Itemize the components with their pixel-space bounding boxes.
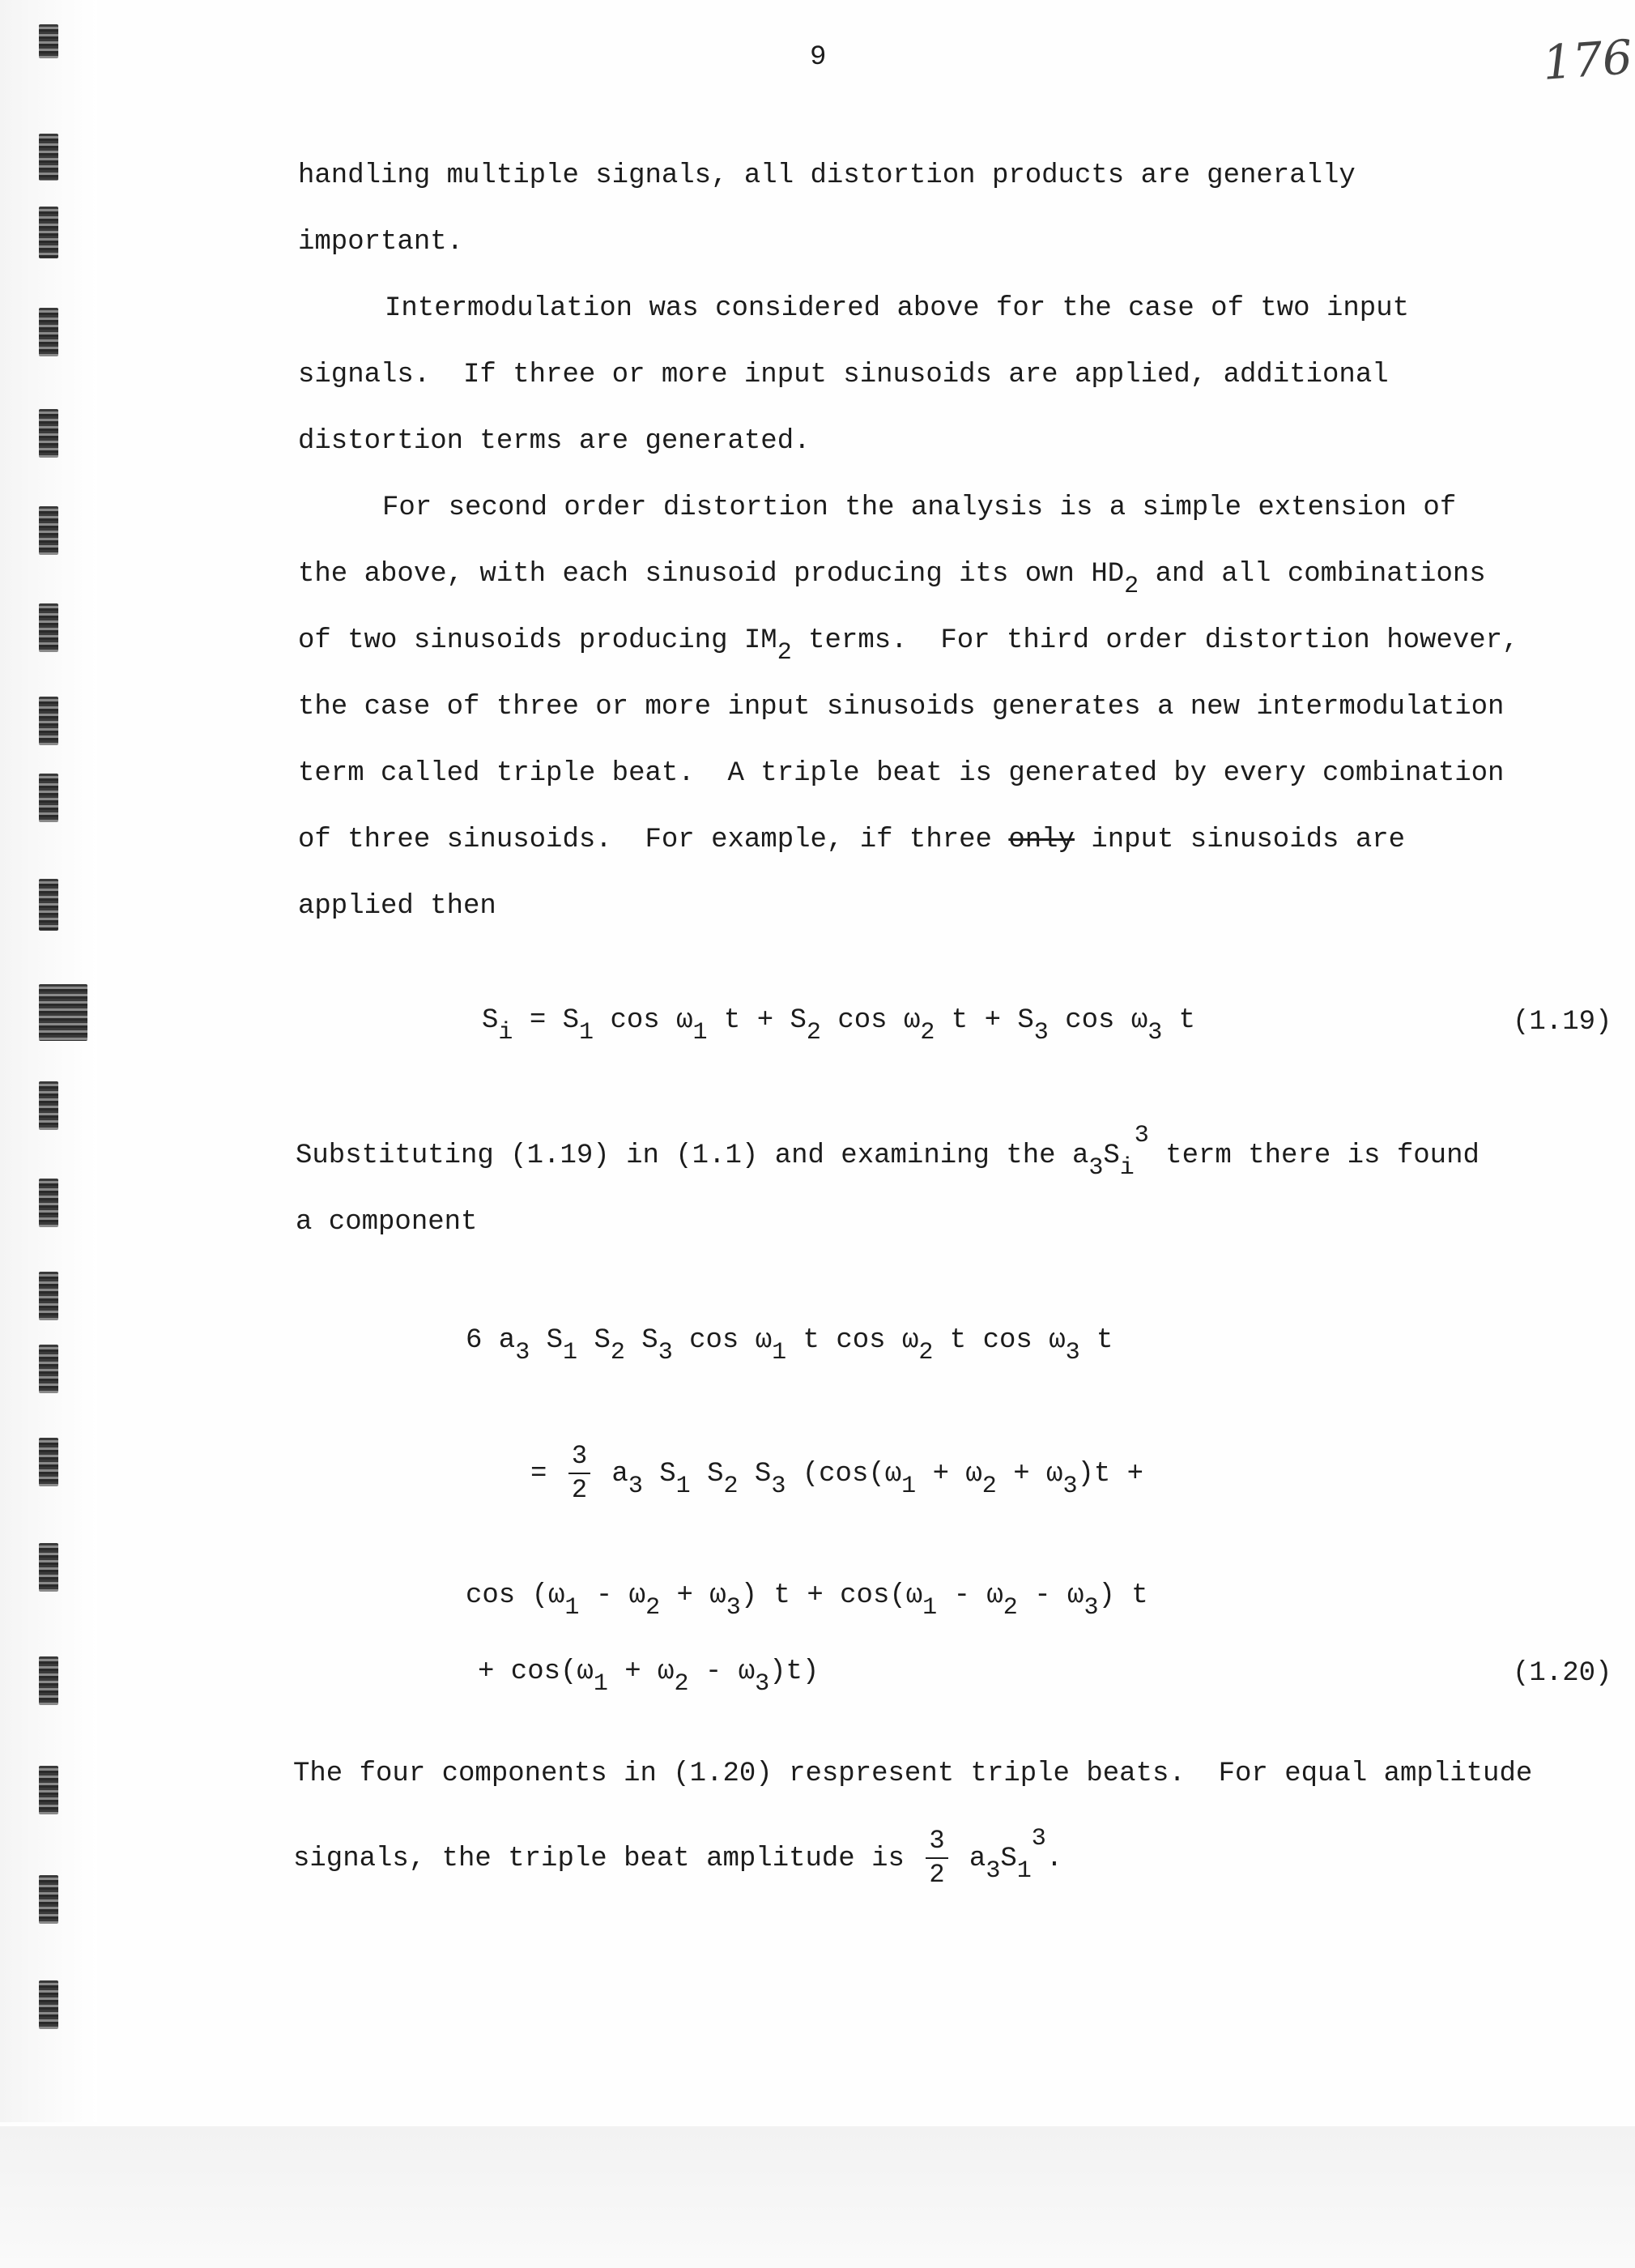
handwritten-page-note: 176 [1540,29,1634,91]
text-line: a component [296,1207,478,1238]
binding-strip [0,0,97,2122]
text-line: term called triple beat. A triple beat is generated by every combination [298,758,1505,789]
equation-component: 6 $a_3$ $S_1$ $S_2$ $S_3$ $\cos \omega_1$ t $\cos \omega_2$ t $\cos \omega_3$ t [466,1325,1113,1366]
equation-1-20-line2: $\cos (\omega_1 - \omega_2 + \omega_3) t + \cos(\omega_1 - \omega_2 - \omega_3)$ t [466,1580,1148,1622]
binding-hole [39,774,58,822]
binding-hole [39,697,58,745]
equation-1-20-line1: = $\frac{3}{2}$ $a_3$ $S_1$ $S_2$ $S_3$ ($\cos(\omega_1 + \omega_2 + \omega_3)t$ + [530,1441,1144,1505]
binding-hole [39,506,58,555]
fraction: $\frac{3}{2}$ [568,1443,590,1503]
binding-hole [39,879,58,931]
binding-hole [39,1272,58,1320]
binding-hole [39,207,58,258]
text-line: applied then [298,891,496,922]
text-line: For second order distortion the analysis is a simple extension of [382,492,1457,523]
text-line: distortion terms are generated. [298,426,811,457]
binding-hole [39,308,58,356]
text-line: signals, the triple beat amplitude is $\frac{3}{2}$ $a_3S_13$. [293,1824,1063,1890]
fraction: $\frac{3}{2}$ [926,1828,947,1888]
text-line: Substituting (1.19) in (1.1) and examining the $a_3S_i3$ term there is found [296,1122,1480,1182]
text-line: signals. If three or more input sinusoids are applied, additional [298,360,1389,390]
binding-hole [39,603,58,652]
equation-number: (1.20) [1513,1658,1612,1689]
binding-hole [39,1766,58,1814]
binding-hole [39,134,58,181]
text-line: the case of three or more input sinusoids generates a new intermodulation [298,692,1505,723]
equation-1-19: $S_i = S_1$ $\cos \omega_1$ $t + S_2$ $\cos \omega_2$ $t + S_3$ $\cos \omega_3$ t [482,1005,1196,1047]
page-bottom-shade [0,2126,1635,2268]
binding-hole [39,1345,58,1393]
binding-hole [39,409,58,458]
page-number: 9 [810,42,827,73]
binding-hole [39,1875,58,1924]
binding-hole [39,1980,58,2029]
text-line: Intermodulation was considered above for the case of two input [385,293,1410,324]
struck-word: only [1008,825,1075,855]
text-line: of three sinusoids. For example, if three only input sinusoids are [298,825,1406,855]
binding-hole [39,1656,58,1705]
equation-number: (1.19) [1513,1007,1612,1038]
binding-hole [39,1543,58,1592]
binding-hole [39,1179,58,1227]
text-line: handling multiple signals, all distortion products are generally [298,160,1356,191]
binding-hole [39,1438,58,1486]
text-line: of two sinusoids producing $IM_2$ terms. For third order distortion however, [298,625,1519,667]
text-line: the above, with each sinusoid producing its own $HD_2$ and all combinations [298,559,1486,600]
binding-hole [39,1081,58,1130]
binding-hole [39,984,87,1041]
text-line: important. [298,227,464,258]
equation-1-20-line3: + $\cos(\omega_1 + \omega_2 - \omega_3)t$) [478,1656,820,1698]
text-line: The four components in (1.20) respresent triple beats. For equal amplitude [293,1759,1533,1789]
binding-hole [39,24,58,58]
